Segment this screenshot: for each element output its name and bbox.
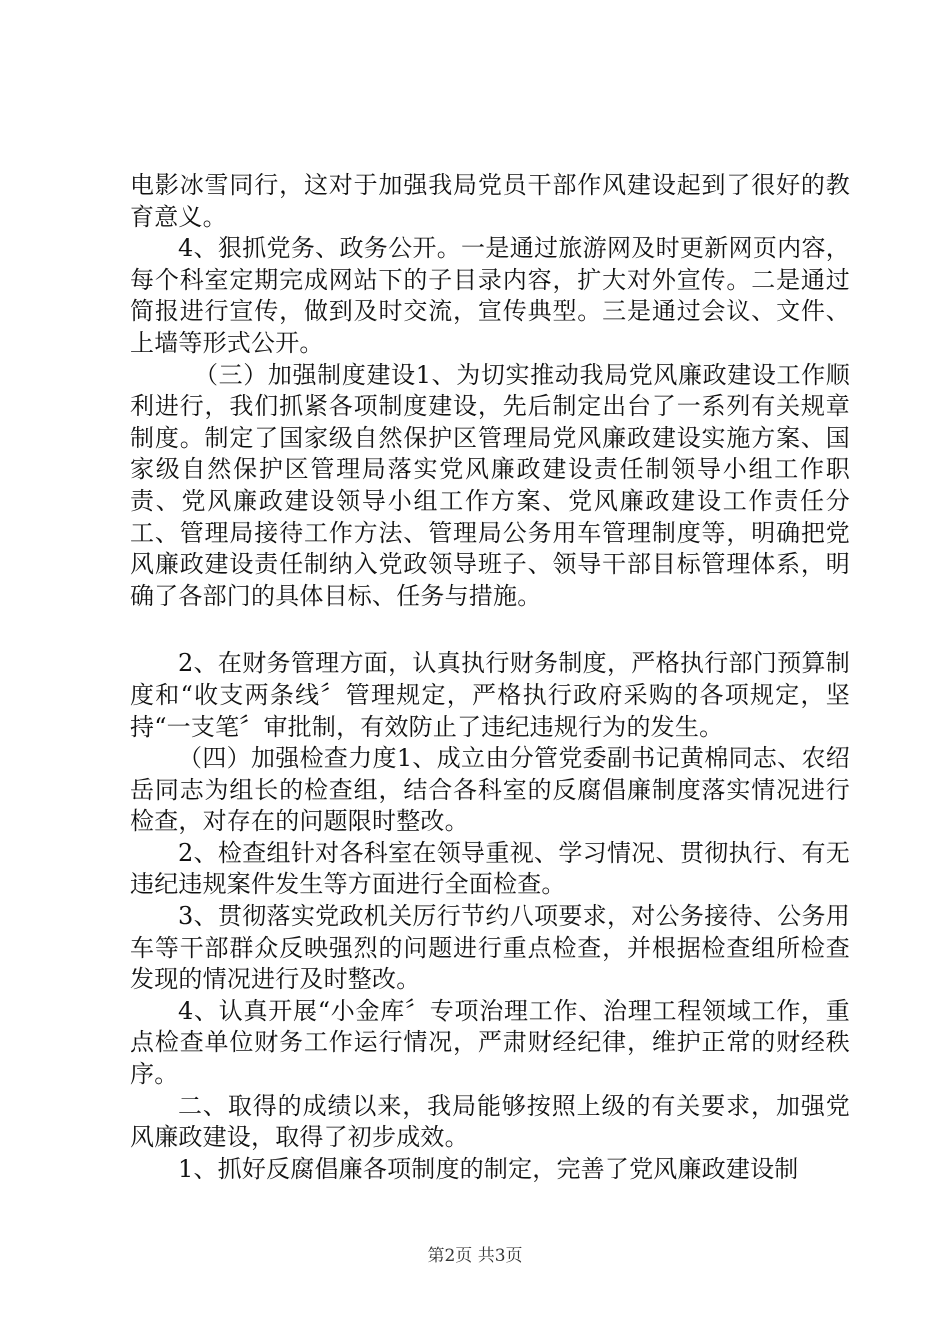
paragraph-continuation: 电影冰雪同行，这对于加强我局党员干部作风建设起到了很好的教育意义。 — [130, 171, 850, 231]
paragraph-frugality: 3、贯彻落实党政机关厉行节约八项要求，对公务接待、公务用车等干部群众反映强烈的问题进行重点检查，并根据检查组所检查发现的情况进行及时整改。 — [130, 902, 850, 994]
paragraph-achievement-one: 1、抓好反腐倡廉各项制度的制定，完善了党风廉政建设制 — [178, 1154, 799, 1183]
document-body — [130, 170, 850, 1185]
paragraph-public-affairs: 4、狠抓党务、政务公开。一是通过旅游网及时更新网页内容，每个科室定期完成网站下的子目录内容，扩大对外宣传。二是通过简报进行宣传，做到及时交流，宣传典型。三是通过会议、文件、上墙等形式公开。 — [130, 234, 850, 357]
paragraph-achievements: 二、取得的成绩以来，我局能够按照上级的有关要求，加强党风廉政建设，取得了初步成效。 — [130, 1091, 850, 1152]
paragraph-inspection-strength: （四）加强检查力度1、成立由分管党委副书记黄棉同志、农绍岳同志为组长的检查组，结合各科室的反腐倡廉制度落实情况进行检查，对存在的问题限时整改。 — [130, 744, 850, 836]
paragraph-finance-management: 2、在财务管理方面，认真执行财务制度，严格执行部门预算制度和“收支两条线〞管理规定，严格执行政府采购的各项规定，坚持“一支笔〞审批制，有效防止了违纪违规行为的发生。 — [130, 649, 850, 741]
paragraph-system-building: （三）加强制度建设1、为切实推动我局党风廉政建设工作顺利进行，我们抓紧各项制度建设，先后制定出台了一系列有关规章制度。制定了国家级自然保护区管理局党风廉政建设实施方案、国家级自然保护区管理局落实党风廉政建设责任制领导小组工作职责、党风廉政建设领导小组工作方案、党风廉政建设工作责任分工、管理局接待工作方法、管理局公务用车管理制度等，明确把党风廉政建设责任制纳入党政领导班子、领导干部目标管理体系，明确了各部门的具体目标、任务与措施。 — [130, 360, 850, 610]
paragraph-inspection-team: 2、检查组针对各科室在领导重视、学习情况、贯彻执行、有无违纪违规案件发生等方面进行全面检查。 — [130, 838, 850, 899]
paragraph-small-treasury: 4、认真开展“小金库〞专项治理工作、治理工程领域工作，重点检查单位财务工作运行情况，严肃财经纪律，维护正常的财经秩序。 — [130, 996, 850, 1089]
page-number-footer: 第2页 共3页 — [427, 1246, 523, 1266]
